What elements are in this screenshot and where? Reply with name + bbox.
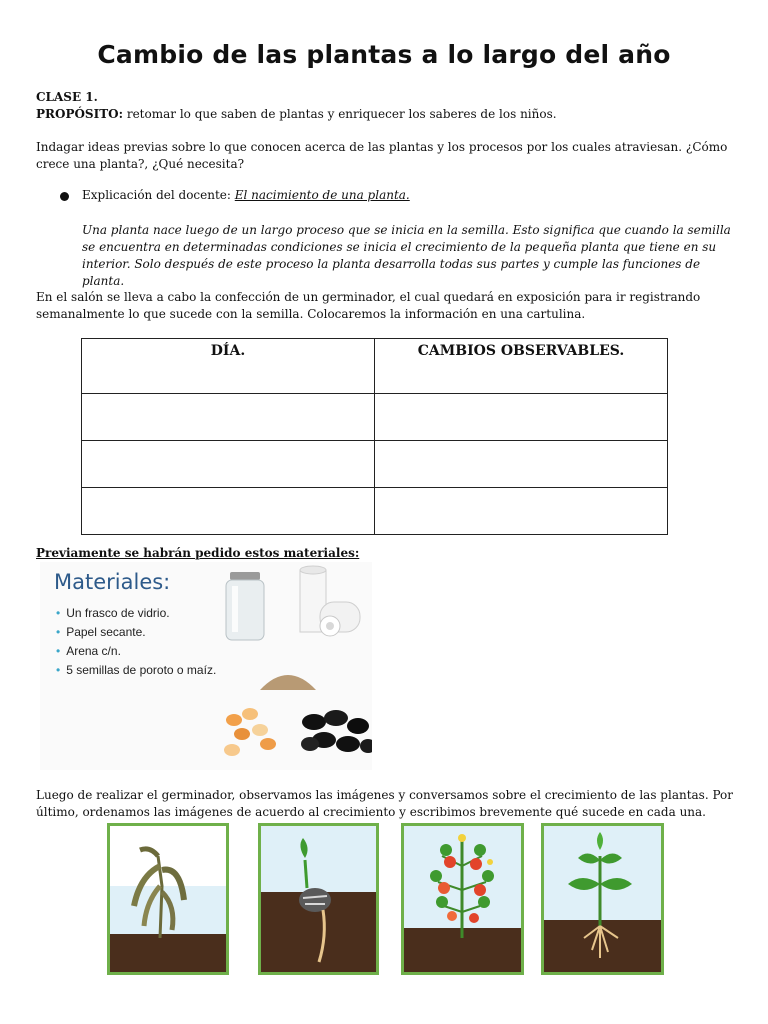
table-cell xyxy=(82,394,375,441)
teacher-explanation-line xyxy=(82,187,410,204)
materials-illustrations xyxy=(220,562,372,770)
table-row xyxy=(82,394,668,441)
class-label: CLASE 1. xyxy=(36,90,98,104)
image-sprouting-seed xyxy=(258,823,379,975)
explanation-paragraph: Una planta nace luego de un largo proceso que se inicia en la semilla. Esto significa que cuando la semilla se encuentra en determinadas condiciones se inicia el crecimiento de la pequeña planta que tiene en su interior. Solo después de este proceso la planta desarrolla todas sus partes y cumple las funciones de planta. xyxy=(82,223,731,288)
sprouting-seed-icon xyxy=(261,826,376,972)
corn-seeds-icon xyxy=(224,708,276,756)
materials-heading: Previamente se habrán pedido estos materiales: xyxy=(36,546,360,560)
table-cell xyxy=(82,441,375,488)
tomato-plant-icon xyxy=(404,826,521,972)
wilted-plant-icon xyxy=(110,826,226,972)
list-item: • Arena c/n. xyxy=(56,644,121,658)
table-row xyxy=(82,441,668,488)
purpose-label: PROPÓSITO: xyxy=(36,107,124,121)
germinator-paragraph: En el salón se lleva a cabo la confección de un germinador, el cual quedará en exposición para ir registrando semanalmente lo que sucede con la semilla. Colocaremos la información en una cartulina. xyxy=(36,290,701,321)
table-row xyxy=(82,488,668,535)
page-title: Cambio de las plantas a lo largo del año xyxy=(97,40,671,69)
bullet-dot xyxy=(60,192,69,201)
young-plant-icon xyxy=(544,826,661,972)
black-beans-icon xyxy=(301,710,372,753)
materials-card xyxy=(40,562,372,770)
list-item: • Papel secante. xyxy=(56,625,146,639)
image-tomato-plant xyxy=(401,823,524,975)
table-cell xyxy=(82,488,375,535)
materials-title: Materiales: xyxy=(54,570,171,594)
explanation-topic: El nacimiento de una planta. xyxy=(234,188,410,202)
image-young-plant xyxy=(541,823,664,975)
purpose-text: retomar lo que saben de plantas y enriquecer los saberes de los niños. xyxy=(123,107,557,121)
observe-images-paragraph: Luego de realizar el germinador, observamos las imágenes y conversamos sobre el crecimiento de las plantas. Por último, ordenamos las imágenes de acuerdo al crecimiento y escribimos brevemente qué sucede en cada una. xyxy=(36,788,734,819)
table-cell xyxy=(375,441,668,488)
image-wilted-plant xyxy=(107,823,229,975)
previous-ideas-paragraph: Indagar ideas previas sobre lo que conocen acerca de las plantas y los procesos por los cuales atraviesan. ¿Cómo crece una planta?, ¿Qué necesita? xyxy=(36,140,728,171)
table-cell xyxy=(375,394,668,441)
class-header xyxy=(36,89,736,123)
sand-icon xyxy=(260,675,316,690)
glass-jar-icon xyxy=(226,572,264,640)
purpose-line xyxy=(36,106,736,123)
observation-table xyxy=(81,338,668,535)
table-header-row xyxy=(82,339,668,394)
list-item: • Un frasco de vidrio. xyxy=(56,606,170,620)
paper-towel-icon xyxy=(300,566,360,636)
column-changes: CAMBIOS OBSERVABLES. xyxy=(375,339,668,394)
column-day: DÍA. xyxy=(82,339,375,394)
explanation-label: Explicación del docente: xyxy=(82,188,235,202)
list-item: • 5 semillas de poroto o maíz. xyxy=(56,663,217,677)
table-cell xyxy=(375,488,668,535)
materials-list xyxy=(56,604,216,680)
